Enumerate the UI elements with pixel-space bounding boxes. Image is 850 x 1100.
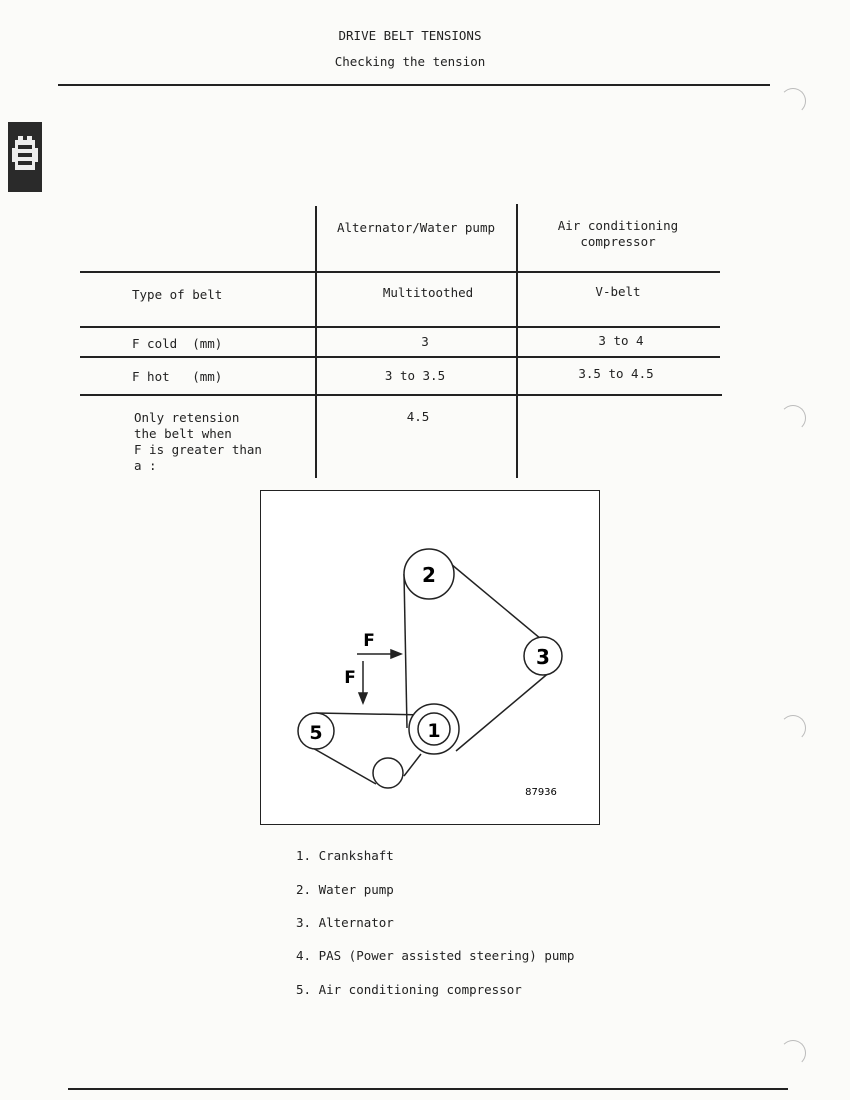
binder-hole-mark (780, 715, 806, 741)
pulley-3-label: 3 (536, 645, 550, 669)
table-rule (80, 271, 720, 273)
force-label: F (363, 631, 375, 651)
force-arrow-vertical (359, 661, 367, 703)
row-label-line: the belt when (134, 426, 232, 441)
pulley-2-label: 2 (422, 563, 436, 587)
force-arrow-horizontal (357, 650, 401, 658)
row-label: F hot (mm) (132, 369, 223, 384)
table-rule (80, 394, 722, 396)
pulley-1-label: 1 (427, 720, 441, 742)
row-label-line: F is greater than (134, 442, 262, 457)
pulley-1 (409, 704, 459, 754)
footer-rule (68, 1088, 788, 1090)
binder-hole-mark (780, 1040, 806, 1066)
pulley-5 (298, 713, 334, 749)
row-label-line: Only retension (134, 410, 240, 425)
pulley-4 (373, 758, 403, 788)
belt-routing-diagram (260, 490, 600, 825)
legend-item: 2. Water pump (296, 882, 394, 897)
table-cell: 3.5 to 4.5 (578, 366, 654, 381)
column-header-line: Air conditioning (557, 218, 679, 233)
table-cell: V-belt (595, 284, 641, 299)
binder-hole-mark (780, 405, 806, 431)
table-cell: 3 to 3.5 (384, 368, 446, 383)
figure-reference-number: 87936 (525, 787, 557, 798)
page-title: DRIVE BELT TENSIONS (338, 28, 482, 43)
legend-item: 1. Crankshaft (296, 848, 394, 863)
header-rule (58, 84, 770, 86)
pulley-5-label: 5 (309, 722, 323, 744)
row-label: Type of belt (132, 287, 223, 302)
column-header-alternator: Alternator/Water pump (336, 220, 496, 235)
legend-item: 3. Alternator (296, 915, 394, 930)
column-header-line: compressor (580, 234, 656, 249)
engine-icon (8, 122, 42, 192)
table-cell: 3 to 4 (598, 333, 644, 348)
row-label-retension (134, 410, 262, 474)
row-label: F cold (mm) (132, 336, 223, 351)
row-label-line: a : (134, 458, 157, 473)
pulley-3 (524, 637, 562, 675)
column-header-ac-compressor (518, 218, 718, 250)
legend-item: 4. PAS (Power assisted steering) pump (296, 948, 575, 963)
table-rule (80, 356, 720, 358)
pulley-2 (404, 549, 454, 599)
binder-hole-mark (780, 88, 806, 114)
table-cell: 3 (421, 334, 429, 349)
table-cell: 4.5 (406, 409, 430, 424)
force-label: F (344, 668, 356, 688)
page-subtitle: Checking the tension (334, 54, 486, 69)
table-cell: Multitoothed (382, 285, 474, 300)
legend-item: 5. Air conditioning compressor (296, 982, 522, 997)
table-col-divider (315, 206, 317, 478)
table-rule (80, 326, 720, 328)
